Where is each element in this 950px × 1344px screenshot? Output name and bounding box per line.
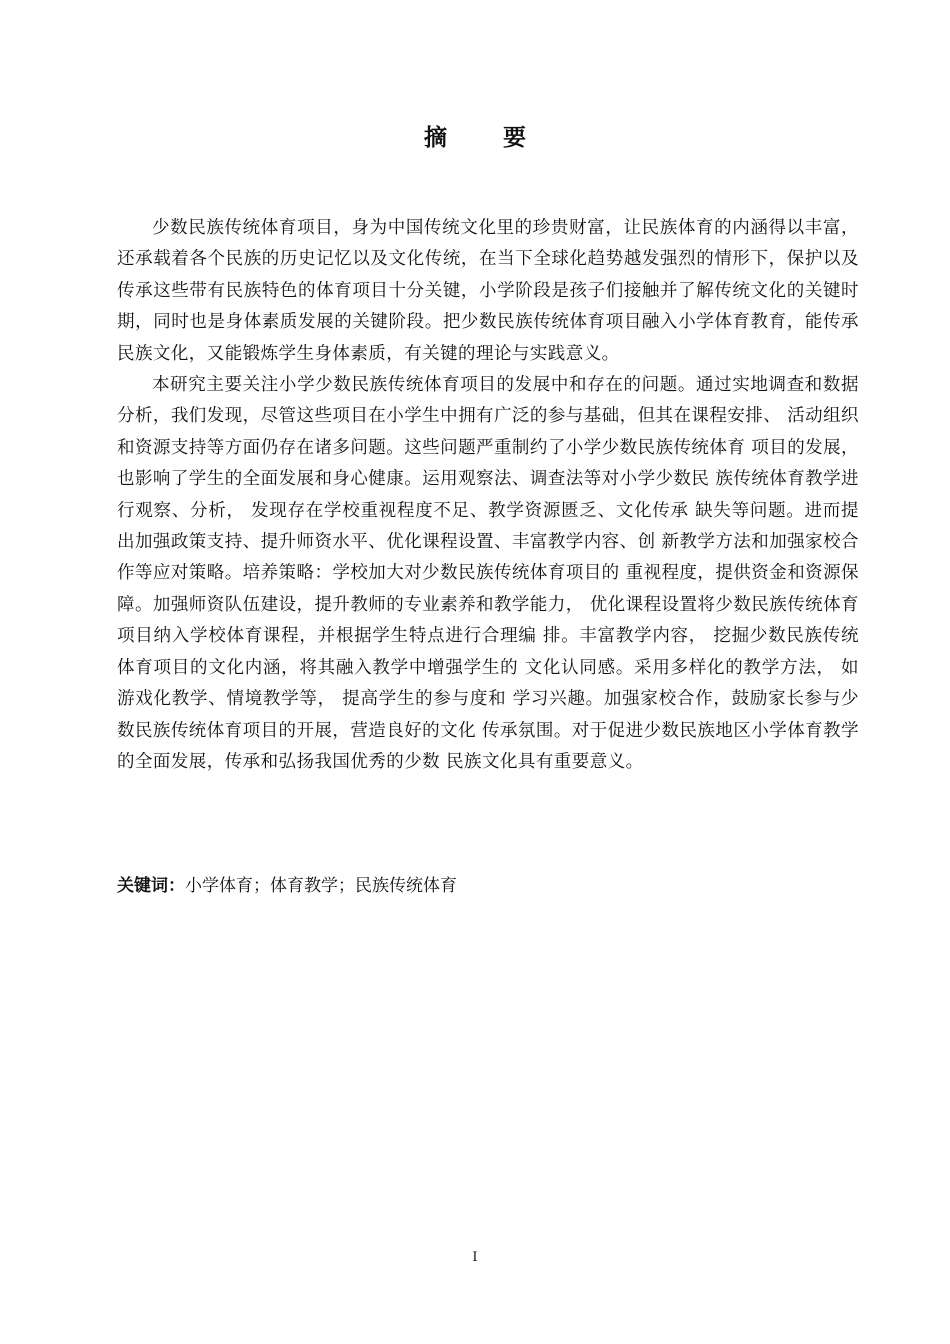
keywords-value: 小学体育；体育教学；民族传统体育: [185, 876, 457, 896]
page-title: 摘 要: [423, 125, 550, 151]
abstract-paragraph-1: 少数民族传统体育项目，身为中国传统文化里的珍贵财富，让民族体育的内涵得以丰富，还承载着各个民族的历史记忆以及文化传统，在当下全球化趋势越发强烈的情形下，保护以及传承这些带有民族特色的体育项目十分关键，小学阶段是孩子们接触并了解传统文化的关键时期，同时也是身体素质发展的关键阶段。把少数民族传统体育项目融入小学体育教育，能传承民族文化，又能锻炼学生身体素质，有关键的理论与实践意义。: [117, 218, 859, 364]
keywords-line: [117, 872, 859, 900]
abstract-body: [117, 213, 859, 778]
keywords-label: 关键词：: [117, 876, 185, 896]
page-number: I: [472, 1250, 478, 1265]
abstract-paragraph-2: 本研究主要关注小学少数民族传统体育项目的发展中和存在的问题。通过实地调查和数据分析，我们发现，尽管这些项目在小学生中拥有广泛的参与基础，但其在课程安排、 活动组织和资源支持等方面仍存在诸多问题。这些问题严重制约了小学少数民族传统体育 项目的发展，也影响了学生的全面发展和身心健康。运用观察法、调查法等对小学少数民 族传统体育教学进行观察、分析， 发现存在学校重视程度不足、教学资源匮乏、文化传承 缺失等问题。进而提出加强政策支持、提升师资水平、优化课程设置、丰富教学内容、创 新教学方法和加强家校合作等应对策略。培养策略：学校加大对少数民族传统体育项目的 重视程度，提供资金和资源保障。加强师资队伍建设，提升教师的专业素养和教学能力， 优化课程设置将少数民族传统体育项目纳入学校体育课程，并根据学生特点进行合理编 排。丰富教学内容， 挖掘少数民族传统体育项目的文化内涵，将其融入教学中增强学生的 文化认同感。采用多样化的教学方法， 如游戏化教学、情境教学等， 提高学生的参与度和 学习兴趣。加强家校合作，鼓励家长参与少数民族传统体育项目的开展，营造良好的文化 传承氛围。对于促进少数民族地区小学体育教学的全面发展，传承和弘扬我国优秀的少数 民族文化具有重要意义。: [117, 375, 859, 772]
